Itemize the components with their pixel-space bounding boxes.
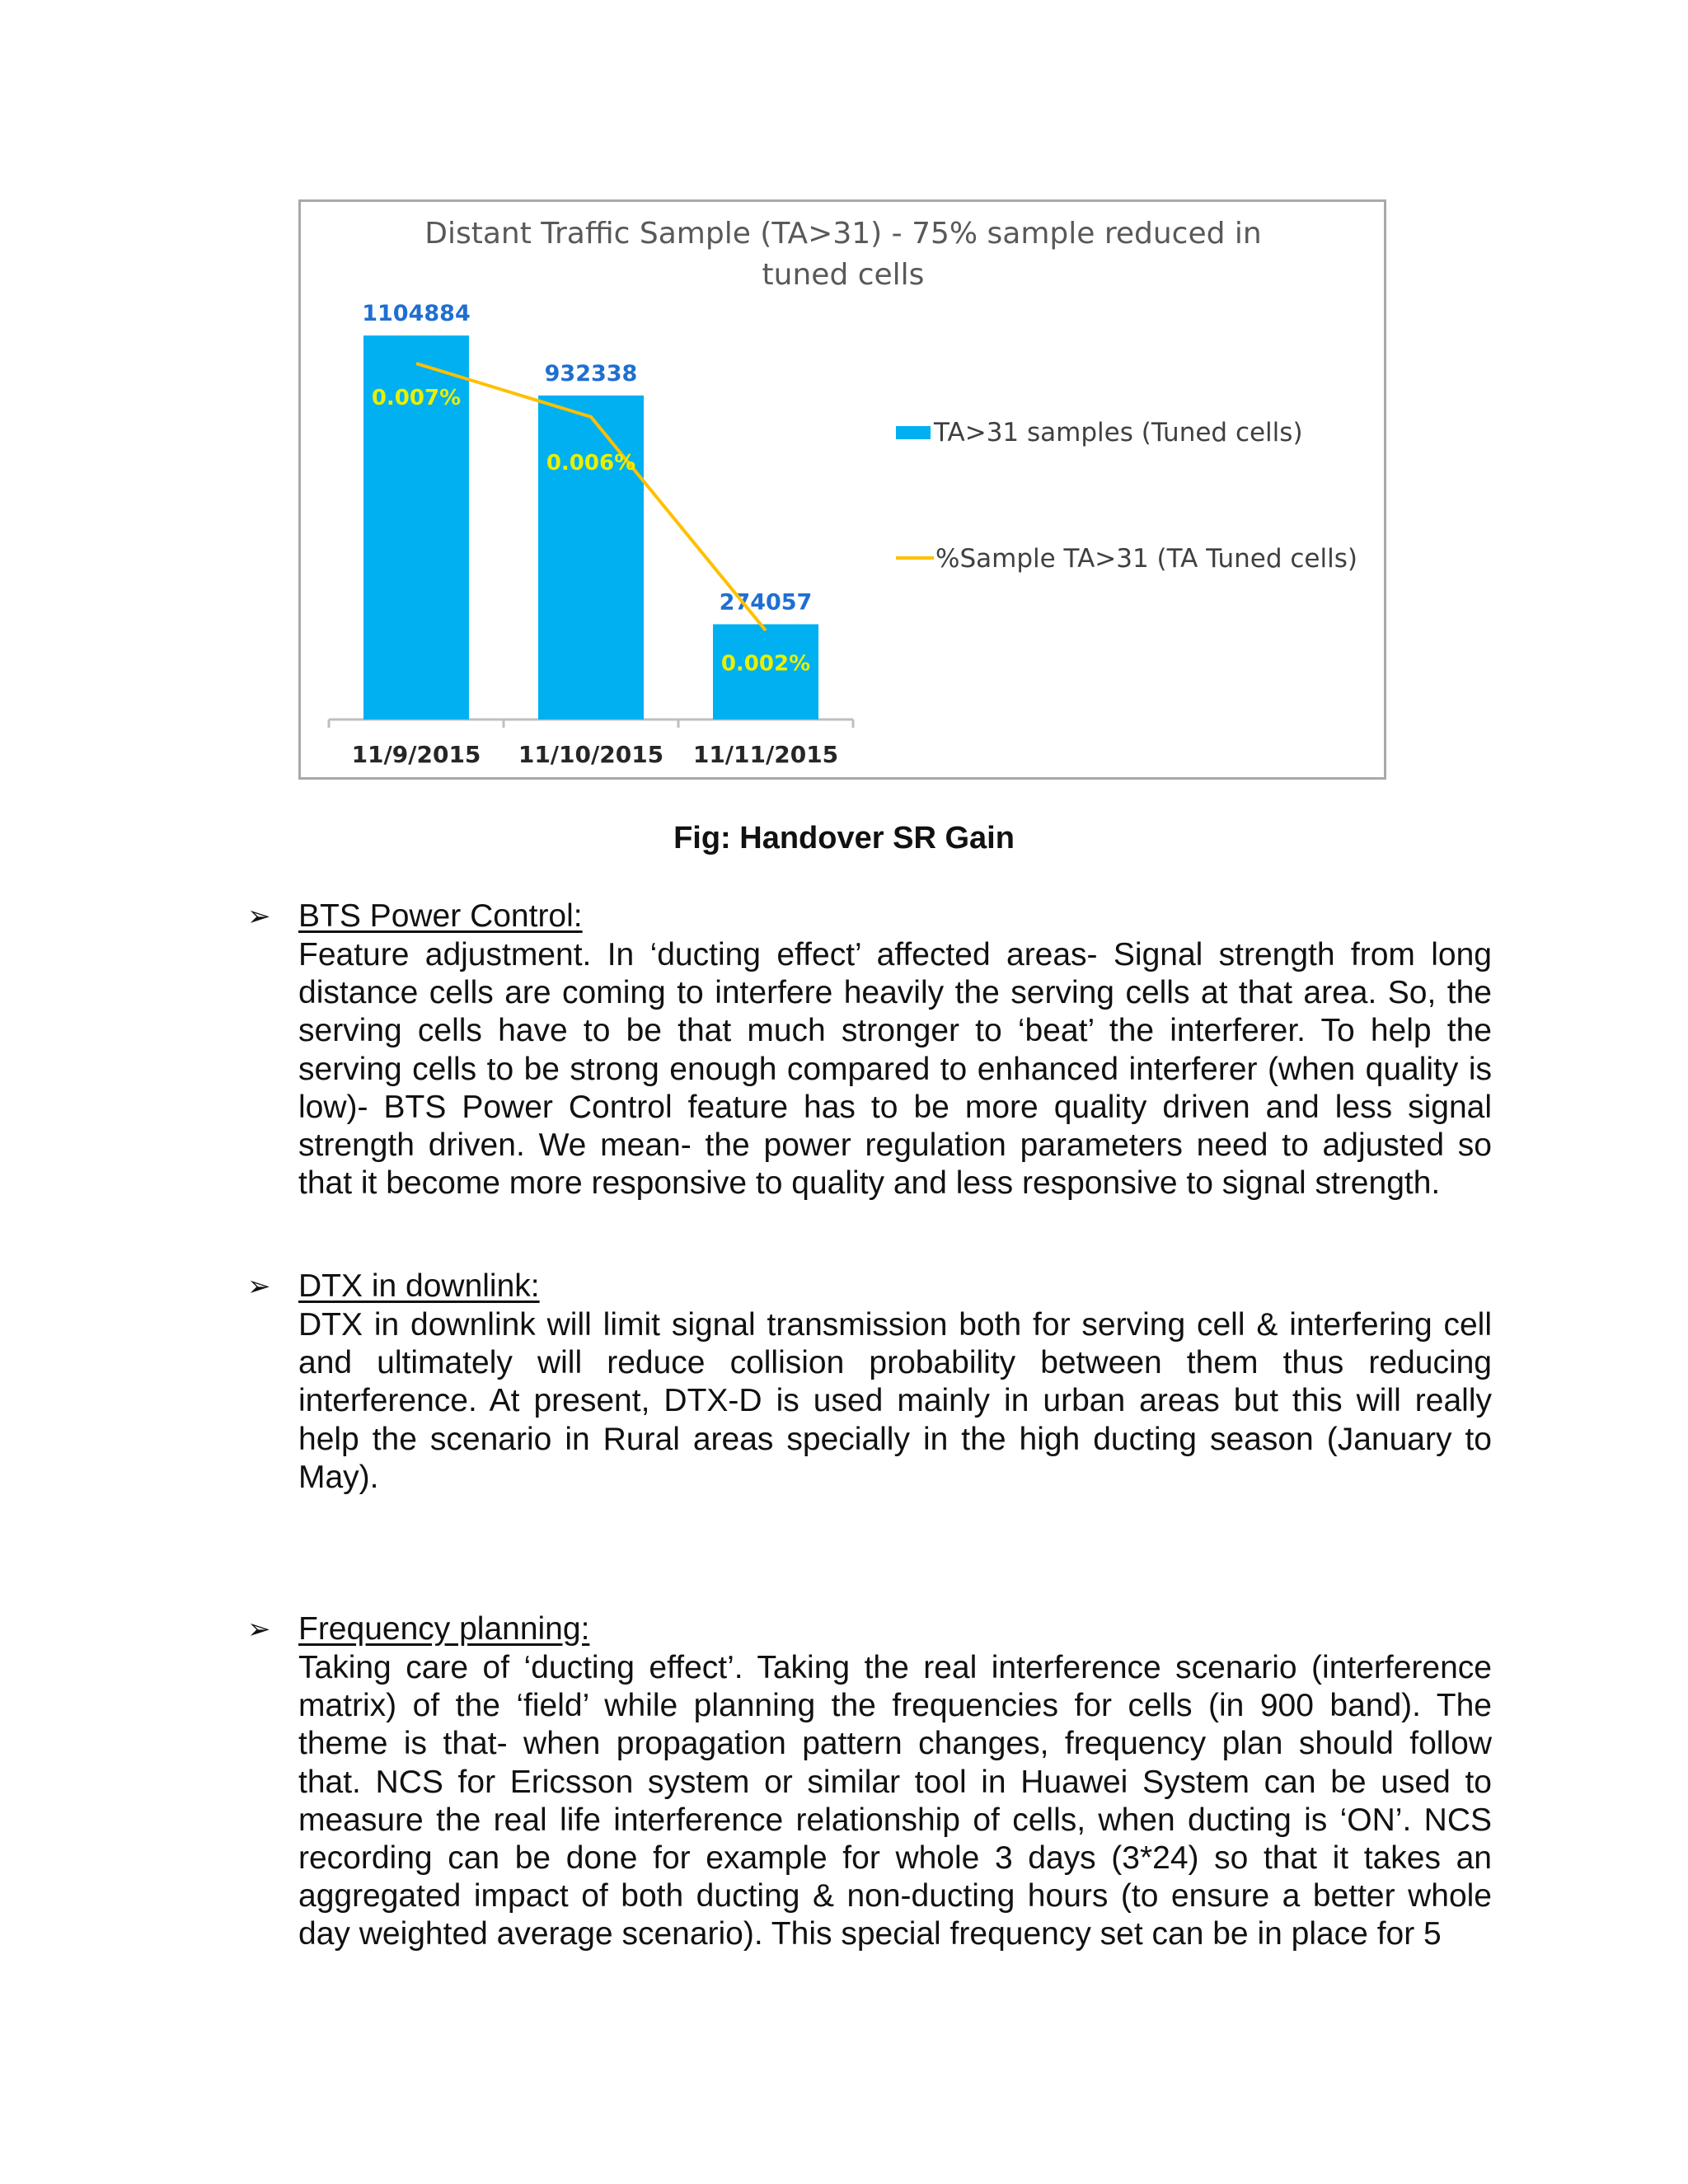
section-body: Feature adjustment. In ‘ducting effect’ affected areas- Signal strength from long distance cells are coming to interfere heavily the serving cells at that area. So, the serving cells have to be that much stronger to ‘beat’ the interferer. To help the serving cells to be strong enough compared to enhanced interferer (when quality is low)- BTS Power Control feature has to be more quality driven and less signal strength driven. We mean- the power regulation parameters need to adjusted so that it become more responsive to quality and less responsive to signal strength. [298, 937, 1492, 1202]
bar-value-label: 1104884 [362, 301, 471, 327]
x-tick-label: 11/10/2015 [518, 741, 664, 768]
line-value-label: 0.002% [720, 651, 811, 677]
legend-swatch-bars [896, 426, 931, 439]
bullet-arrow-icon: ➢ [247, 1271, 271, 1302]
section-body: DTX in downlink will limit signal transmission both for serving cell & interfering cell and ultimately will reduce collision probability between them thus reducing interference. At present, DTX-D is used mainly in urban areas but this will really help the scenario in Rural areas specially in the high ducting season (January to May). [298, 1307, 1492, 1495]
x-tick-label: 11/11/2015 [692, 741, 839, 768]
figure-caption: Fig: Handover SR Gain [673, 821, 1015, 855]
line-value-label: 0.006% [546, 450, 636, 476]
chart-frame [298, 199, 1386, 780]
legend-label-line: %Sample TA>31 (TA Tuned cells) [935, 544, 1357, 574]
section-heading: Frequency planning: [298, 1611, 590, 1647]
x-tick-label: 11/9/2015 [351, 741, 481, 768]
bar-11/10/2015 [538, 396, 644, 719]
bar-value-label: 274057 [719, 589, 813, 616]
section-body: Taking care of ‘ducting effect’. Taking the real interference scenario (interference matrix) of the ‘field’ while planning the frequencies for cells (in 900 band). The theme is that- when propagation pattern changes, frequency plan should follow that. NCS for Ericsson system or similar tool in Huawei System can be used to measure the real life interference relationship of cells, when ducting is ‘ON’. NCS recording can be done for example for whole 3 days (3*24) so that it takes an aggregated impact of both ducting & non-ducting hours (to ensure a better whole day weighted average scenario). This special frequency set can be in place for 5 [298, 1650, 1492, 1952]
section-heading: DTX in downlink: [298, 1268, 540, 1304]
bar-value-label: 932338 [544, 360, 638, 387]
distant-traffic-chart [301, 202, 1384, 777]
bullet-arrow-icon: ➢ [247, 1614, 271, 1645]
chart-title-line2: tuned cells [762, 258, 925, 292]
legend-label-bars: TA>31 samples (Tuned cells) [934, 418, 1303, 448]
line-value-label: 0.007% [371, 386, 462, 411]
chart-title-line1: Distant Traffic Sample (TA>31) - 75% sample reduced in [424, 217, 1262, 251]
section-heading: BTS Power Control: [298, 898, 583, 934]
bullet-arrow-icon: ➢ [247, 901, 271, 932]
